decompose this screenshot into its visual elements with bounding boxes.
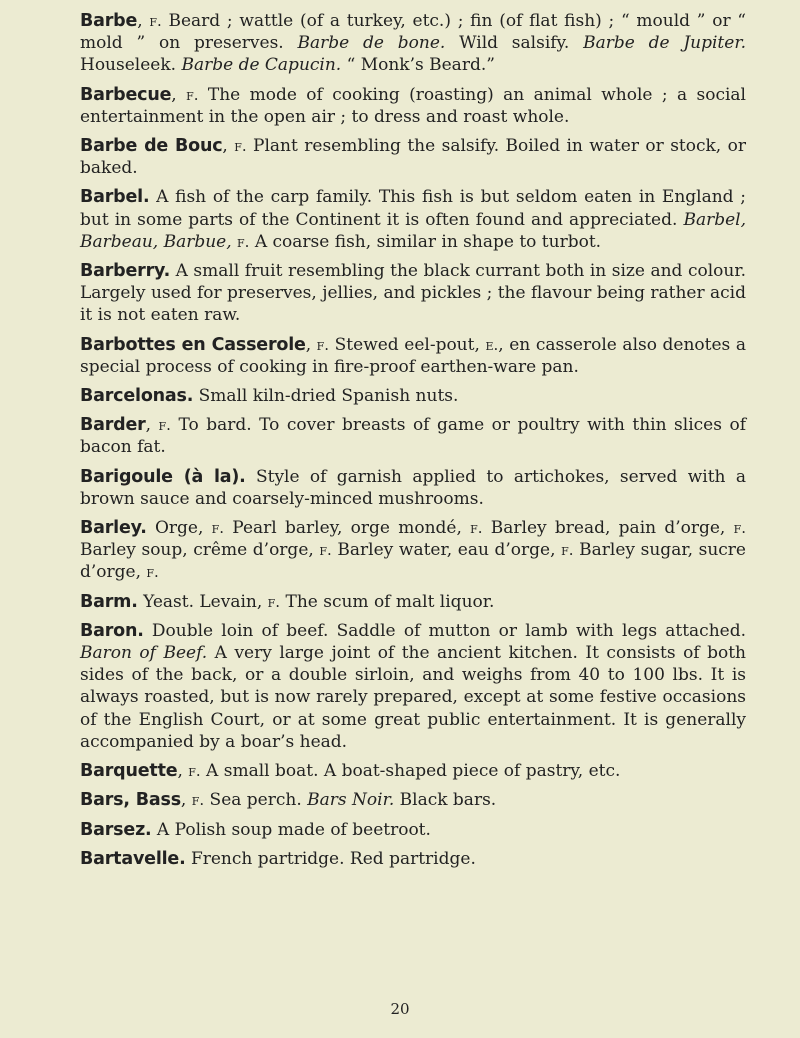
definition-text: Style of garnish applied to artichokes, served with a brown sauce and coarsely-minced mushrooms. (80, 466, 746, 509)
definition-text: A coarse fish, similar in shape to turbot. (249, 231, 602, 252)
headword: Baron. (80, 620, 144, 641)
entry-barsez (80, 819, 746, 841)
headword: Barbottes en Casserole (80, 334, 306, 355)
headword: Barquette (80, 761, 178, 782)
language-abbrev: f. (237, 232, 250, 251)
language-abbrev: f. (158, 416, 171, 435)
definition-text: , (177, 761, 189, 782)
definition-text: A small boat. A boat-shaped piece of pastry, etc. (200, 761, 621, 782)
entry-barbottes (80, 334, 746, 378)
definition-text: , (137, 11, 150, 31)
entry-bartavelle (80, 848, 746, 870)
italic-term: Barbel, Barbeau, Barbue, (80, 209, 746, 252)
entry-barder (80, 414, 746, 458)
definition-text: Sea perch. (204, 790, 308, 811)
definition-text: , en casserole also denotes a special process of cooking in fire-proof earthen-ware pan. (80, 334, 746, 377)
definition-text: “ Monk’s Beard.” (341, 55, 495, 76)
language-abbrev: f. (733, 519, 747, 538)
definition-text: A Polish soup made of beetroot. (151, 819, 431, 840)
language-abbrev: f. (319, 541, 332, 560)
language-abbrev: f. (316, 335, 330, 354)
language-abbrev: f. (561, 541, 574, 560)
definition-text: , (222, 136, 235, 157)
entry-barberry (80, 260, 746, 327)
definition-text: French partridge. Red partridge. (185, 848, 476, 869)
definition-text: , (180, 790, 192, 811)
definition-text: Barley sugar, sucre d’orge, (80, 540, 746, 583)
headword: Barbecue (80, 84, 172, 105)
headword: Bars, Bass (80, 790, 181, 811)
definition-text: Orge, (146, 518, 212, 539)
definition-text: Wild salsify. (445, 33, 584, 54)
headword: Barbe (80, 11, 138, 31)
definition-text: Plant resembling the salsify. Boiled in water or stock, or baked. (80, 136, 746, 179)
definition-text: Stewed eel-pout, (329, 334, 486, 355)
language-abbrev: f. (186, 85, 199, 104)
definition-text: The mode of cooking (roasting) an animal whole ; a social entertainment in the open air ; to dress and roast whole. (80, 84, 746, 127)
entry-list (80, 10, 746, 870)
entry-bars (80, 789, 746, 811)
language-abbrev: f. (234, 137, 247, 156)
italic-term: Barbe de bone. (297, 33, 446, 54)
headword: Barsez. (80, 819, 152, 840)
entry-barcelonas (80, 385, 746, 407)
headword: Barley. (80, 518, 147, 539)
entry-barbe (80, 10, 746, 77)
definition-text: A small fruit resembling the black currant both in size and colour. Largely used for preserves, jellies, and pickles ; the flavour being rather acid it is not eaten raw. (80, 261, 746, 326)
language-abbrev: e. (485, 335, 499, 354)
headword: Barcelonas. (80, 386, 194, 407)
headword: Barder (80, 415, 146, 436)
entry-barbecue (80, 84, 746, 128)
entry-barbe-de-bouc (80, 135, 746, 179)
language-abbrev: f. (191, 791, 205, 810)
definition-text: The scum of malt liquor. (280, 591, 495, 612)
definition-text: Barley soup, crême d’orge, (80, 540, 320, 561)
definition-text: , (145, 415, 159, 436)
definition-text: Double loin of beef. Saddle of mutton or lamb with legs attached. (143, 620, 746, 641)
definition-text: Barley water, eau d’orge, (331, 540, 562, 561)
language-abbrev: f. (149, 12, 162, 30)
definition-text: Small kiln-dried Spanish nuts. (193, 386, 459, 407)
definition-text: Yeast. Levain, (137, 591, 268, 612)
italic-term: Barbe de Capucin. (181, 55, 342, 76)
definition-text: Beard ; wattle (of a turkey, etc.) ; fin (of flat fish) ; “ mould ” or “ mold ” on preserves. (80, 11, 747, 54)
entry-barigoule (80, 466, 746, 510)
definition-text: A fish of the carp family. This fish is but seldom eaten in England ; but in some parts of the Continent it is often found and appreciated. (80, 187, 746, 230)
italic-term: Baron of Beef. (80, 643, 208, 664)
headword: Barbe de Bouc (80, 136, 223, 157)
definition-text: , (305, 334, 317, 355)
italic-term: Bars Noir. (307, 790, 395, 811)
headword: Bartavelle. (80, 848, 186, 869)
entry-baron (80, 620, 746, 753)
definition-text: Pearl barley, orge mondé, (224, 518, 471, 539)
entry-barley (80, 517, 746, 584)
language-abbrev: f. (211, 519, 225, 538)
language-abbrev: f. (146, 563, 159, 582)
headword: Barbel. (80, 187, 150, 208)
page-number: 20 (390, 1000, 410, 1018)
headword: Barm. (80, 591, 138, 612)
entry-barm (80, 591, 746, 613)
headword: Barigoule (à la). (80, 466, 246, 487)
language-abbrev: f. (267, 592, 281, 611)
language-abbrev: f. (188, 762, 201, 781)
definition-text: Black bars. (394, 790, 497, 811)
definition-text: To bard. To cover breasts of game or poultry with thin slices of bacon fat. (80, 415, 746, 458)
definition-text: Houseleek. (80, 55, 182, 76)
entry-barbel (80, 186, 746, 253)
entry-barquette (80, 760, 746, 782)
definition-text: , (171, 84, 187, 105)
definition-text: A very large joint of the ancient kitchen. It consists of both sides of the back, or a double sirloin, and weighs from 40 to 100 lbs. It is always roasted, but is now rarely prepared, except at some festive occasions of the English Court, or at some great public entertainment. It is generally accompanied by a boar’s head. (80, 643, 746, 752)
language-abbrev: f. (470, 519, 483, 538)
italic-term: Barbe de Jupiter. (583, 33, 746, 54)
headword: Barberry. (80, 261, 171, 282)
definition-text: Barley bread, pain d’orge, (482, 518, 734, 539)
